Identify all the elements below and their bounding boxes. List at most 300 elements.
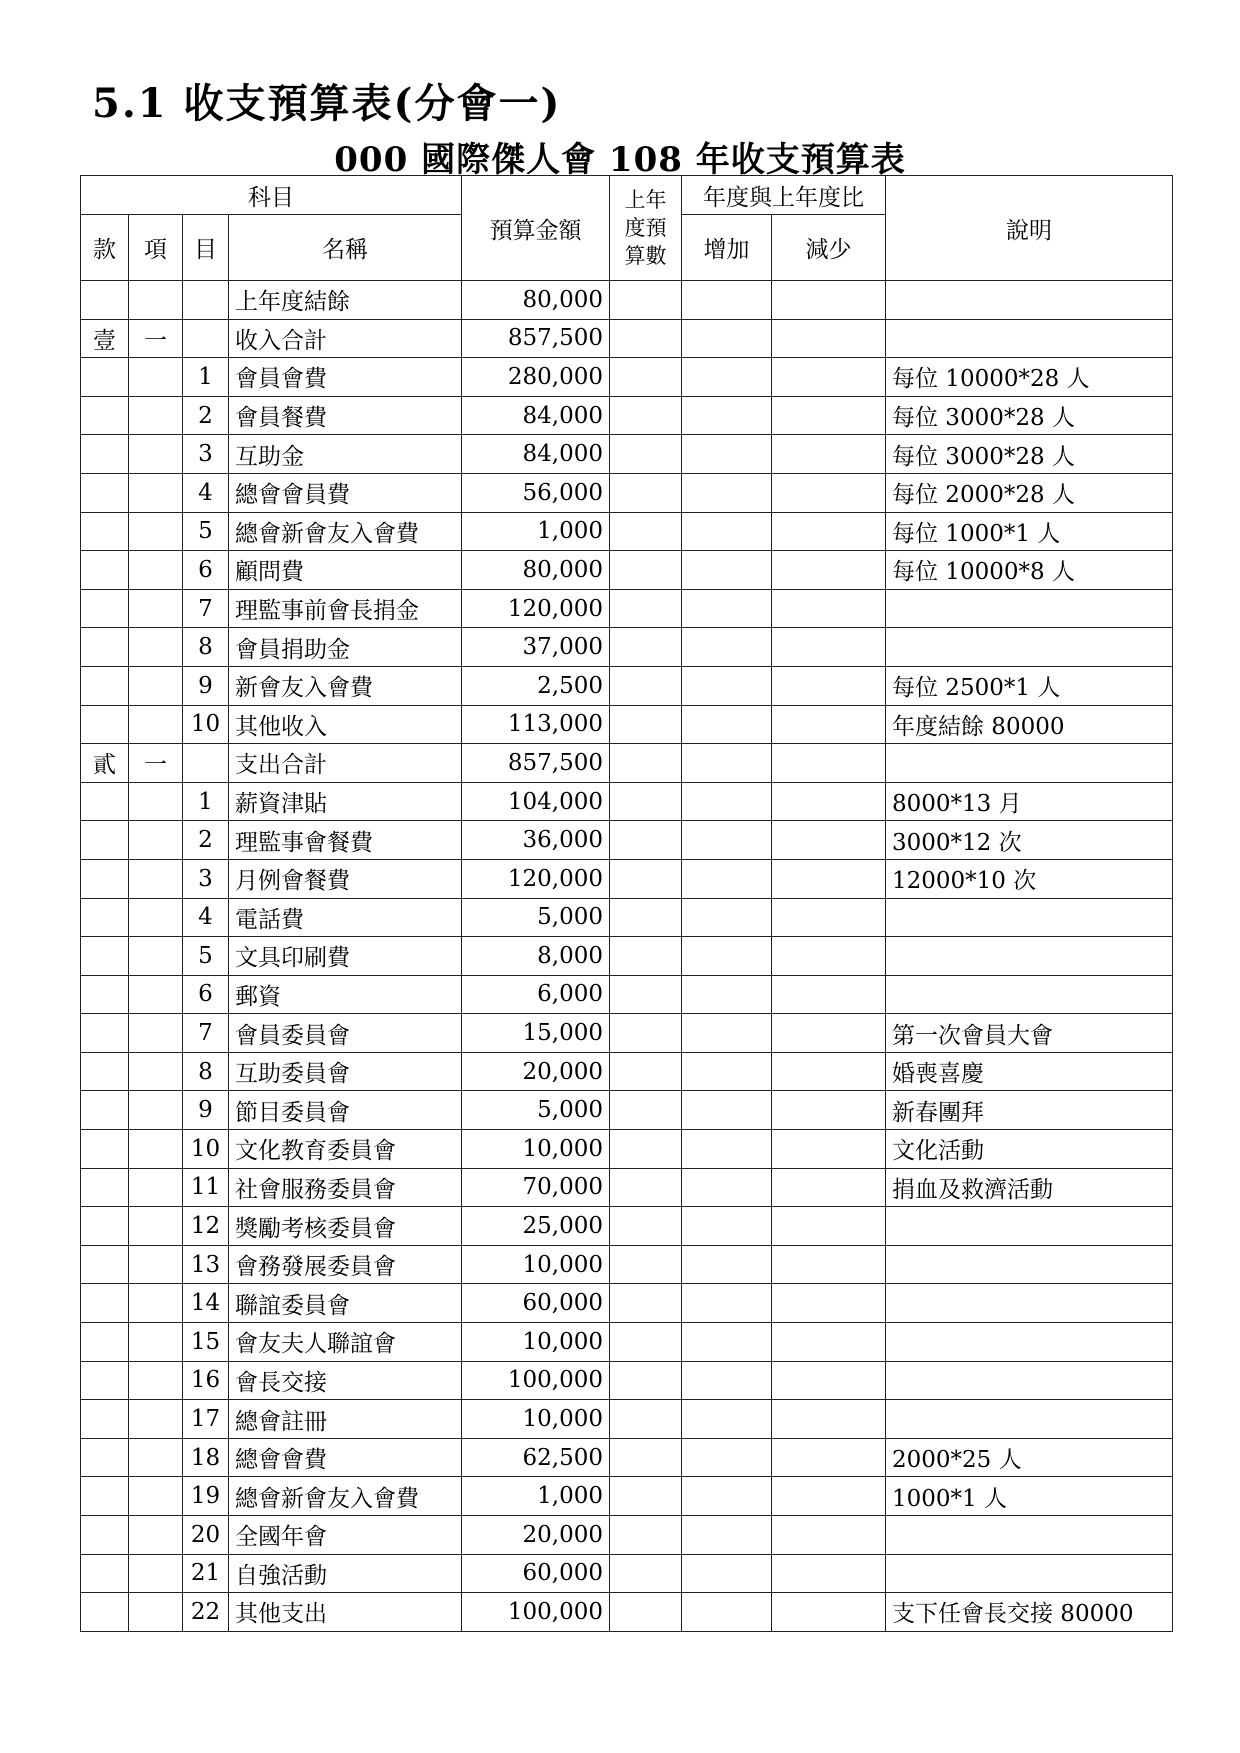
decrease-cell (772, 1284, 886, 1323)
decrease-cell (772, 1168, 886, 1207)
kuan-cell (81, 1400, 129, 1439)
decrease-cell (772, 1091, 886, 1130)
increase-cell (682, 1091, 772, 1130)
note-cell: 每位 2500*1 人 (886, 666, 1173, 705)
mu-cell: 18 (183, 1438, 229, 1477)
kuan-cell (81, 1516, 129, 1555)
increase-cell (682, 281, 772, 320)
prev-year-cell (610, 1284, 682, 1323)
kuan-cell (81, 859, 129, 898)
table-row (81, 744, 1173, 783)
name-cell: 節目委員會 (229, 1091, 462, 1130)
kuan-cell (81, 666, 129, 705)
name-cell: 互助委員會 (229, 1052, 462, 1091)
amount-cell: 857,500 (462, 319, 610, 358)
increase-cell (682, 898, 772, 937)
note-cell: 支下任會長交接 80000 (886, 1593, 1173, 1632)
kuan-cell (81, 821, 129, 860)
prev-year-cell (610, 1438, 682, 1477)
name-cell: 顧問費 (229, 551, 462, 590)
note-cell (886, 975, 1173, 1014)
decrease-cell (772, 1052, 886, 1091)
prev-year-cell (610, 512, 682, 551)
increase-cell (682, 1554, 772, 1593)
xiang-cell (129, 666, 183, 705)
decrease-cell (772, 1516, 886, 1555)
prev-year-cell (610, 1554, 682, 1593)
xiang-cell (129, 1400, 183, 1439)
prev-year-cell (610, 281, 682, 320)
note-cell: 捐血及救濟活動 (886, 1168, 1173, 1207)
note-cell (886, 319, 1173, 358)
note-cell: 文化活動 (886, 1130, 1173, 1169)
amount-cell: 100,000 (462, 1593, 610, 1632)
note-cell (886, 628, 1173, 667)
table-row (81, 435, 1173, 474)
name-cell: 月例會餐費 (229, 859, 462, 898)
name-cell: 文具印刷費 (229, 937, 462, 976)
name-cell: 會友夫人聯誼會 (229, 1323, 462, 1362)
name-header: 名稱 (229, 215, 462, 281)
amount-cell: 62,500 (462, 1438, 610, 1477)
mu-cell: 3 (183, 859, 229, 898)
table-row (81, 551, 1173, 590)
mu-cell: 10 (183, 705, 229, 744)
xiang-cell (129, 859, 183, 898)
table-row (81, 975, 1173, 1014)
kuan-cell (81, 628, 129, 667)
xiang-cell (129, 589, 183, 628)
increase-cell (682, 1593, 772, 1632)
kuan-cell (81, 1554, 129, 1593)
prev-year-cell (610, 358, 682, 397)
decrease-cell (772, 1361, 886, 1400)
prev-year-cell (610, 1130, 682, 1169)
table-title: 000 國際傑人會 108 年收支預算表 (334, 140, 906, 180)
decrease-cell (772, 1438, 886, 1477)
kuan-cell (81, 1014, 129, 1053)
xiang-cell (129, 782, 183, 821)
decrease-cell (772, 1593, 886, 1632)
prev-year-cell (610, 396, 682, 435)
note-cell (886, 1516, 1173, 1555)
kuan-cell: 壹 (81, 319, 129, 358)
name-cell: 總會會員費 (229, 473, 462, 512)
mu-cell: 17 (183, 1400, 229, 1439)
amount-cell: 120,000 (462, 859, 610, 898)
mu-cell: 20 (183, 1516, 229, 1555)
note-cell (886, 1323, 1173, 1362)
note-cell: 每位 10000*28 人 (886, 358, 1173, 397)
note-cell (886, 744, 1173, 783)
prev-year-cell (610, 589, 682, 628)
table-row (81, 1400, 1173, 1439)
note-cell (886, 281, 1173, 320)
increase-cell (682, 396, 772, 435)
table-row (81, 1284, 1173, 1323)
note-cell: 8000*13 月 (886, 782, 1173, 821)
prev-year-cell (610, 898, 682, 937)
amount-cell: 104,000 (462, 782, 610, 821)
increase-cell (682, 1014, 772, 1053)
xiang-cell (129, 1130, 183, 1169)
table-row (81, 666, 1173, 705)
prev-year-cell (610, 1052, 682, 1091)
kuan-cell (81, 435, 129, 474)
decrease-cell (772, 396, 886, 435)
amount-cell: 6,000 (462, 975, 610, 1014)
xiang-cell (129, 1091, 183, 1130)
amount-cell: 36,000 (462, 821, 610, 860)
kuan-cell (81, 782, 129, 821)
table-row (81, 1323, 1173, 1362)
increase-cell (682, 1052, 772, 1091)
note-cell (886, 1361, 1173, 1400)
amount-cell: 60,000 (462, 1554, 610, 1593)
table-row (81, 1014, 1173, 1053)
increase-cell (682, 975, 772, 1014)
note-cell: 每位 3000*28 人 (886, 435, 1173, 474)
note-cell: 每位 1000*1 人 (886, 512, 1173, 551)
note-cell (886, 937, 1173, 976)
kuan-cell (81, 396, 129, 435)
decrease-header: 減少 (772, 215, 886, 281)
table-row (81, 1091, 1173, 1130)
table-row (81, 1245, 1173, 1284)
decrease-cell (772, 782, 886, 821)
xiang-cell (129, 1438, 183, 1477)
prev-year-cell (610, 666, 682, 705)
name-cell: 會務發展委員會 (229, 1245, 462, 1284)
increase-cell (682, 1477, 772, 1516)
prev-year-cell (610, 319, 682, 358)
xiang-cell (129, 628, 183, 667)
xiang-cell (129, 898, 183, 937)
decrease-cell (772, 589, 886, 628)
name-cell: 薪資津貼 (229, 782, 462, 821)
xiang-cell (129, 1516, 183, 1555)
mu-cell: 12 (183, 1207, 229, 1246)
prev-year-cell (610, 551, 682, 590)
name-cell: 電話費 (229, 898, 462, 937)
prev-year-cell (610, 859, 682, 898)
xiang-cell (129, 1477, 183, 1516)
kuan-cell (81, 1477, 129, 1516)
prev-year-cell (610, 1477, 682, 1516)
mu-cell: 5 (183, 937, 229, 976)
amount-cell: 1,000 (462, 1477, 610, 1516)
kuan-cell (81, 589, 129, 628)
note-cell (886, 1400, 1173, 1439)
kuan-cell: 貳 (81, 744, 129, 783)
name-cell: 互助金 (229, 435, 462, 474)
mu-cell: 3 (183, 435, 229, 474)
prev-year-cell (610, 821, 682, 860)
name-cell: 收入合計 (229, 319, 462, 358)
note-cell (886, 1245, 1173, 1284)
decrease-cell (772, 744, 886, 783)
mu-cell: 7 (183, 589, 229, 628)
xiang-cell (129, 1245, 183, 1284)
decrease-cell (772, 705, 886, 744)
increase-cell (682, 1438, 772, 1477)
xiang-cell (129, 705, 183, 744)
table-row (81, 705, 1173, 744)
note-cell: 2000*25 人 (886, 1438, 1173, 1477)
table-row (81, 898, 1173, 937)
kuan-header: 款 (81, 215, 129, 281)
name-cell: 其他收入 (229, 705, 462, 744)
mu-cell: 9 (183, 666, 229, 705)
mu-cell: 9 (183, 1091, 229, 1130)
amount-cell: 70,000 (462, 1168, 610, 1207)
xiang-cell (129, 1014, 183, 1053)
mu-cell: 11 (183, 1168, 229, 1207)
decrease-cell (772, 1245, 886, 1284)
mu-cell (183, 281, 229, 320)
kuan-cell (81, 1361, 129, 1400)
note-cell (886, 1207, 1173, 1246)
kuan-cell (81, 473, 129, 512)
amount-cell: 37,000 (462, 628, 610, 667)
prev-year-header: 上年度預算數 (610, 176, 682, 281)
xiang-cell (129, 975, 183, 1014)
amount-cell: 80,000 (462, 281, 610, 320)
amount-cell: 60,000 (462, 1284, 610, 1323)
kuan-cell (81, 1438, 129, 1477)
note-cell: 每位 3000*28 人 (886, 396, 1173, 435)
increase-cell (682, 1284, 772, 1323)
note-cell: 婚喪喜慶 (886, 1052, 1173, 1091)
kuan-cell (81, 1091, 129, 1130)
table-header (81, 176, 1173, 281)
mu-cell: 1 (183, 782, 229, 821)
amount-cell: 5,000 (462, 898, 610, 937)
mu-cell: 2 (183, 396, 229, 435)
amount-cell: 10,000 (462, 1130, 610, 1169)
amount-cell: 20,000 (462, 1052, 610, 1091)
xiang-cell (129, 358, 183, 397)
decrease-cell (772, 358, 886, 397)
subject-header: 科目 (81, 176, 462, 215)
kuan-cell (81, 512, 129, 551)
note-cell: 12000*10 次 (886, 859, 1173, 898)
mu-cell: 4 (183, 473, 229, 512)
decrease-cell (772, 435, 886, 474)
kuan-cell (81, 937, 129, 976)
amount-cell: 20,000 (462, 1516, 610, 1555)
increase-cell (682, 1323, 772, 1362)
increase-cell (682, 628, 772, 667)
budget-table (80, 175, 1173, 1632)
note-cell (886, 1284, 1173, 1323)
kuan-cell (81, 1593, 129, 1632)
name-cell: 獎勵考核委員會 (229, 1207, 462, 1246)
mu-cell: 21 (183, 1554, 229, 1593)
table-body (81, 281, 1173, 1632)
amount-header: 預算金額 (462, 176, 610, 281)
amount-cell: 113,000 (462, 705, 610, 744)
table-row (81, 1130, 1173, 1169)
table-row (81, 1554, 1173, 1593)
decrease-cell (772, 551, 886, 590)
table-row (81, 937, 1173, 976)
kuan-cell (81, 1284, 129, 1323)
table-row (81, 319, 1173, 358)
name-cell: 總會新會友入會費 (229, 1477, 462, 1516)
amount-cell: 15,000 (462, 1014, 610, 1053)
amount-cell: 10,000 (462, 1323, 610, 1362)
name-cell: 新會友入會費 (229, 666, 462, 705)
xiang-cell (129, 281, 183, 320)
table-row (81, 589, 1173, 628)
mu-cell: 6 (183, 551, 229, 590)
table-row (81, 628, 1173, 667)
kuan-cell (81, 705, 129, 744)
mu-cell: 10 (183, 1130, 229, 1169)
increase-cell (682, 1245, 772, 1284)
kuan-cell (81, 281, 129, 320)
increase-cell (682, 744, 772, 783)
table-row (81, 1593, 1173, 1632)
prev-year-cell (610, 937, 682, 976)
decrease-cell (772, 937, 886, 976)
decrease-cell (772, 281, 886, 320)
prev-year-cell (610, 1014, 682, 1053)
increase-cell (682, 705, 772, 744)
increase-cell (682, 1207, 772, 1246)
table-row (81, 1207, 1173, 1246)
kuan-cell (81, 1052, 129, 1091)
kuan-cell (81, 898, 129, 937)
name-cell: 會長交接 (229, 1361, 462, 1400)
prev-year-cell (610, 782, 682, 821)
prev-year-cell (610, 975, 682, 1014)
xiang-cell (129, 1554, 183, 1593)
increase-cell (682, 319, 772, 358)
table-row (81, 782, 1173, 821)
xiang-cell (129, 1593, 183, 1632)
increase-cell (682, 859, 772, 898)
xiang-cell (129, 1361, 183, 1400)
xiang-cell (129, 821, 183, 860)
xiang-cell: 一 (129, 319, 183, 358)
mu-cell: 16 (183, 1361, 229, 1400)
name-cell: 理監事會餐費 (229, 821, 462, 860)
xiang-cell: 一 (129, 744, 183, 783)
table-row (81, 281, 1173, 320)
xiang-cell (129, 1052, 183, 1091)
table-row (81, 1168, 1173, 1207)
table-row (81, 512, 1173, 551)
kuan-cell (81, 1245, 129, 1284)
note-cell: 1000*1 人 (886, 1477, 1173, 1516)
increase-cell (682, 551, 772, 590)
decrease-cell (772, 512, 886, 551)
note-header: 說明 (886, 176, 1173, 281)
increase-cell (682, 1516, 772, 1555)
name-cell: 會員委員會 (229, 1014, 462, 1053)
name-cell: 全國年會 (229, 1516, 462, 1555)
kuan-cell (81, 551, 129, 590)
amount-cell: 280,000 (462, 358, 610, 397)
increase-cell (682, 782, 772, 821)
amount-cell: 80,000 (462, 551, 610, 590)
mu-cell: 8 (183, 1052, 229, 1091)
prev-year-cell (610, 1516, 682, 1555)
increase-cell (682, 435, 772, 474)
decrease-cell (772, 1014, 886, 1053)
xiang-cell (129, 1323, 183, 1362)
amount-cell: 2,500 (462, 666, 610, 705)
increase-cell (682, 589, 772, 628)
table-row (81, 1477, 1173, 1516)
xiang-cell (129, 473, 183, 512)
amount-cell: 56,000 (462, 473, 610, 512)
table-row (81, 396, 1173, 435)
decrease-cell (772, 666, 886, 705)
decrease-cell (772, 975, 886, 1014)
kuan-cell (81, 1130, 129, 1169)
mu-cell: 22 (183, 1593, 229, 1632)
prev-year-cell (610, 1400, 682, 1439)
xiang-cell (129, 396, 183, 435)
name-cell: 自強活動 (229, 1554, 462, 1593)
mu-cell (183, 744, 229, 783)
note-cell: 3000*12 次 (886, 821, 1173, 860)
page-heading: 5.1 收支預算表(分會一) (92, 80, 562, 127)
prev-year-cell (610, 473, 682, 512)
kuan-cell (81, 1323, 129, 1362)
table-row (81, 1361, 1173, 1400)
name-cell: 文化教育委員會 (229, 1130, 462, 1169)
amount-cell: 84,000 (462, 396, 610, 435)
mu-cell: 1 (183, 358, 229, 397)
decrease-cell (772, 628, 886, 667)
kuan-cell (81, 358, 129, 397)
name-cell: 理監事前會長捐金 (229, 589, 462, 628)
amount-cell: 8,000 (462, 937, 610, 976)
increase-cell (682, 666, 772, 705)
xiang-cell (129, 1207, 183, 1246)
mu-cell: 6 (183, 975, 229, 1014)
mu-cell: 5 (183, 512, 229, 551)
table-row (81, 473, 1173, 512)
prev-year-cell (610, 435, 682, 474)
prev-year-cell (610, 1091, 682, 1130)
mu-cell: 7 (183, 1014, 229, 1053)
increase-cell (682, 1400, 772, 1439)
increase-cell (682, 937, 772, 976)
name-cell: 其他支出 (229, 1593, 462, 1632)
amount-cell: 120,000 (462, 589, 610, 628)
mu-cell: 8 (183, 628, 229, 667)
table-row (81, 1516, 1173, 1555)
name-cell: 社會服務委員會 (229, 1168, 462, 1207)
amount-cell: 25,000 (462, 1207, 610, 1246)
increase-cell (682, 358, 772, 397)
mu-cell: 14 (183, 1284, 229, 1323)
mu-cell: 15 (183, 1323, 229, 1362)
note-cell: 每位 10000*8 人 (886, 551, 1173, 590)
prev-year-cell (610, 1361, 682, 1400)
xiang-cell (129, 937, 183, 976)
prev-year-cell (610, 1168, 682, 1207)
prev-year-cell (610, 1245, 682, 1284)
mu-cell (183, 319, 229, 358)
decrease-cell (772, 1477, 886, 1516)
table-row (81, 358, 1173, 397)
